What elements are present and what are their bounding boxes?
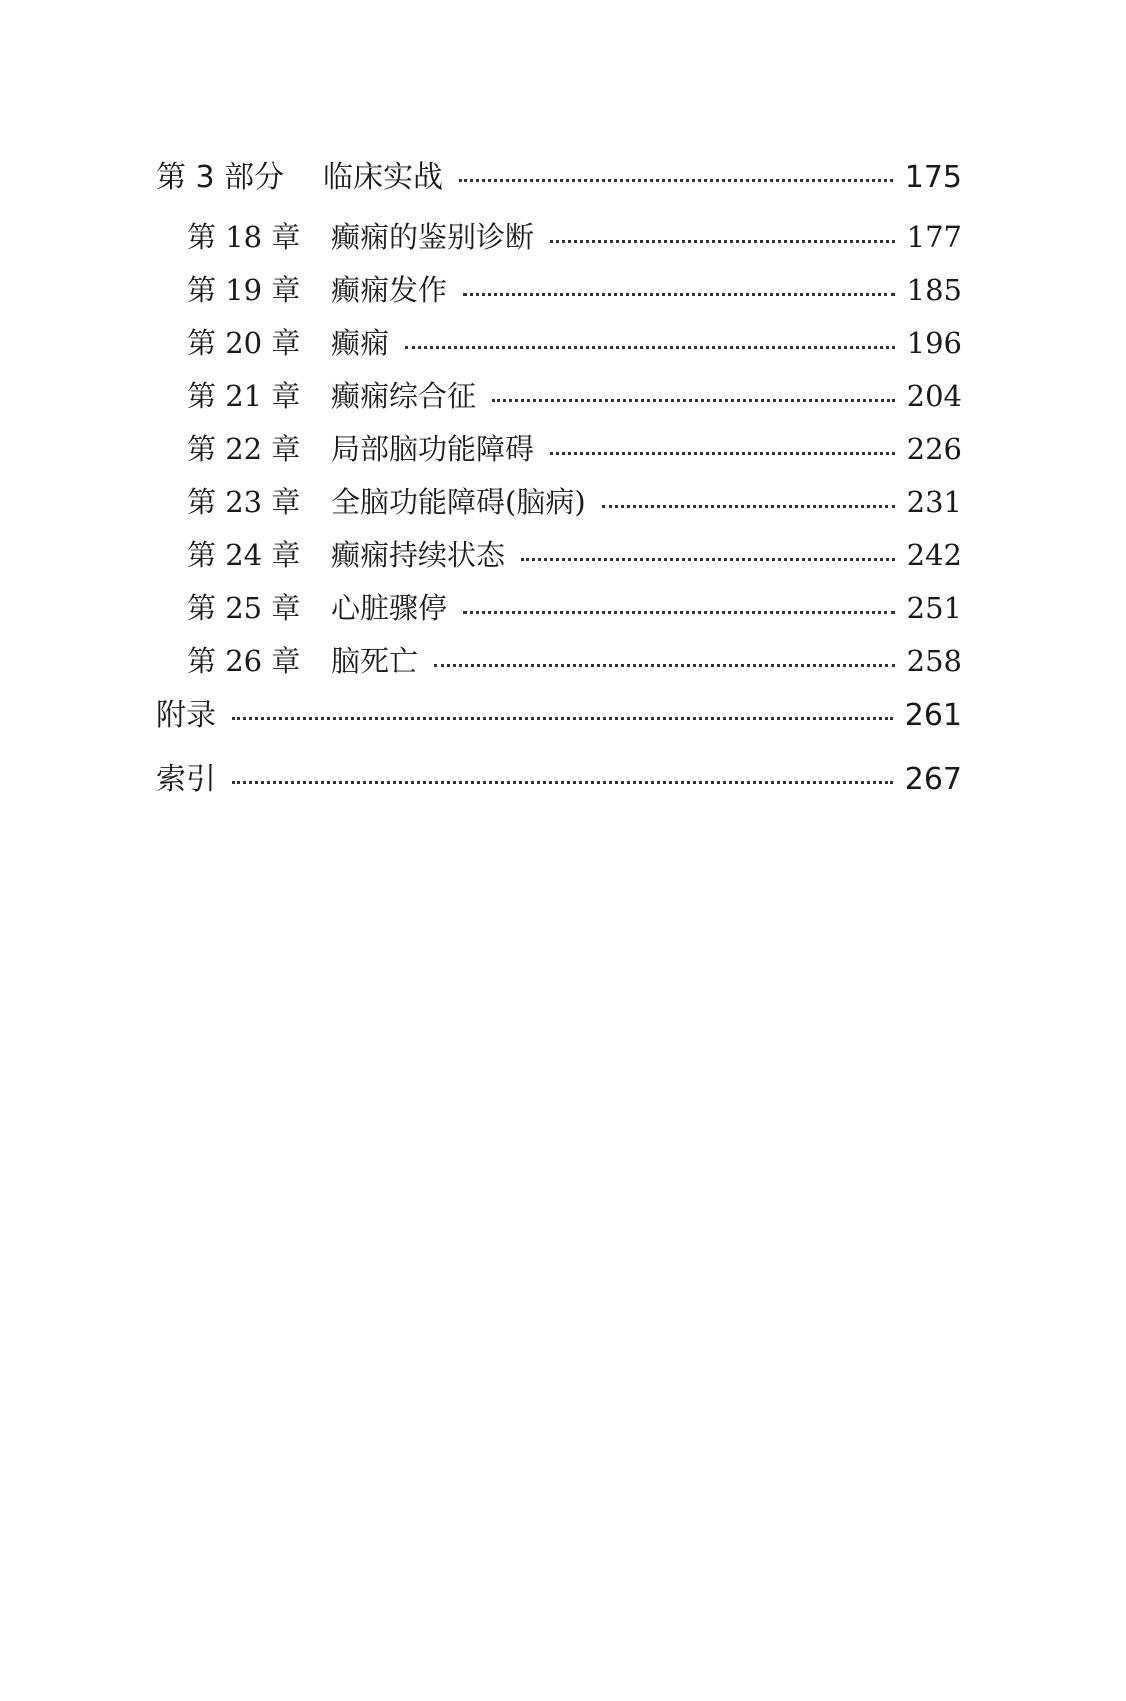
toc-appendix[interactable] bbox=[156, 690, 962, 734]
toc-chapter-20[interactable] bbox=[187, 321, 962, 362]
page-number: 177 bbox=[906, 220, 962, 254]
chapter-title: 全脑功能障碍(脑病) bbox=[331, 485, 586, 519]
page-number: 175 bbox=[904, 160, 962, 195]
toc-chapter-19[interactable] bbox=[187, 268, 962, 309]
appendix-title: 附录 bbox=[156, 698, 216, 733]
chapter-number: 第 26 章 bbox=[187, 644, 301, 678]
part-number: 第 3 部分 bbox=[156, 160, 285, 195]
part-title: 临床实战 bbox=[323, 160, 443, 195]
toc-index[interactable] bbox=[156, 754, 962, 798]
dot-leader bbox=[602, 505, 895, 508]
page-number: 231 bbox=[906, 485, 962, 519]
dot-leader bbox=[459, 179, 893, 182]
page-number: 204 bbox=[906, 379, 962, 413]
dot-leader bbox=[232, 717, 893, 720]
page-number: 242 bbox=[906, 538, 962, 572]
page-number: 185 bbox=[906, 273, 962, 307]
dot-leader bbox=[550, 452, 895, 455]
chapter-number: 第 22 章 bbox=[187, 432, 301, 466]
page-number: 258 bbox=[906, 644, 962, 678]
toc-chapter-24[interactable] bbox=[187, 533, 962, 574]
chapter-title: 癫痫持续状态 bbox=[331, 538, 506, 572]
chapter-title: 心脏骤停 bbox=[331, 591, 448, 625]
dot-leader bbox=[521, 558, 895, 561]
chapter-number: 第 21 章 bbox=[187, 379, 301, 413]
chapter-title: 癫痫综合征 bbox=[331, 379, 477, 413]
chapter-number: 第 23 章 bbox=[187, 485, 301, 519]
dot-leader bbox=[463, 293, 895, 296]
toc-part-3[interactable] bbox=[156, 152, 962, 196]
chapter-number: 第 18 章 bbox=[187, 220, 301, 254]
chapter-number: 第 25 章 bbox=[187, 591, 301, 625]
page-number: 251 bbox=[906, 591, 962, 625]
page-number: 261 bbox=[904, 698, 962, 733]
chapter-title: 癫痫 bbox=[331, 326, 390, 360]
page-number: 226 bbox=[906, 432, 962, 466]
dot-leader bbox=[232, 781, 893, 784]
chapter-title: 癫痫发作 bbox=[331, 273, 448, 307]
chapter-title: 癫痫的鉴别诊断 bbox=[331, 220, 535, 254]
dot-leader bbox=[405, 346, 895, 349]
chapter-number: 第 19 章 bbox=[187, 273, 301, 307]
page-number: 196 bbox=[906, 326, 962, 360]
page-number: 267 bbox=[904, 762, 962, 797]
chapter-number: 第 24 章 bbox=[187, 538, 301, 572]
dot-leader bbox=[492, 399, 895, 402]
dot-leader bbox=[434, 664, 895, 667]
dot-leader bbox=[550, 240, 895, 243]
toc-chapter-22[interactable] bbox=[187, 427, 962, 468]
chapter-title: 局部脑功能障碍 bbox=[331, 432, 535, 466]
toc-chapter-26[interactable] bbox=[187, 639, 962, 680]
toc-chapter-23[interactable] bbox=[187, 480, 962, 521]
chapter-title: 脑死亡 bbox=[331, 644, 419, 678]
toc-chapter-25[interactable] bbox=[187, 586, 962, 627]
toc-chapter-21[interactable] bbox=[187, 374, 962, 415]
dot-leader bbox=[463, 611, 895, 614]
toc-chapter-18[interactable] bbox=[187, 215, 962, 256]
chapter-number: 第 20 章 bbox=[187, 326, 301, 360]
index-title: 索引 bbox=[156, 762, 216, 797]
